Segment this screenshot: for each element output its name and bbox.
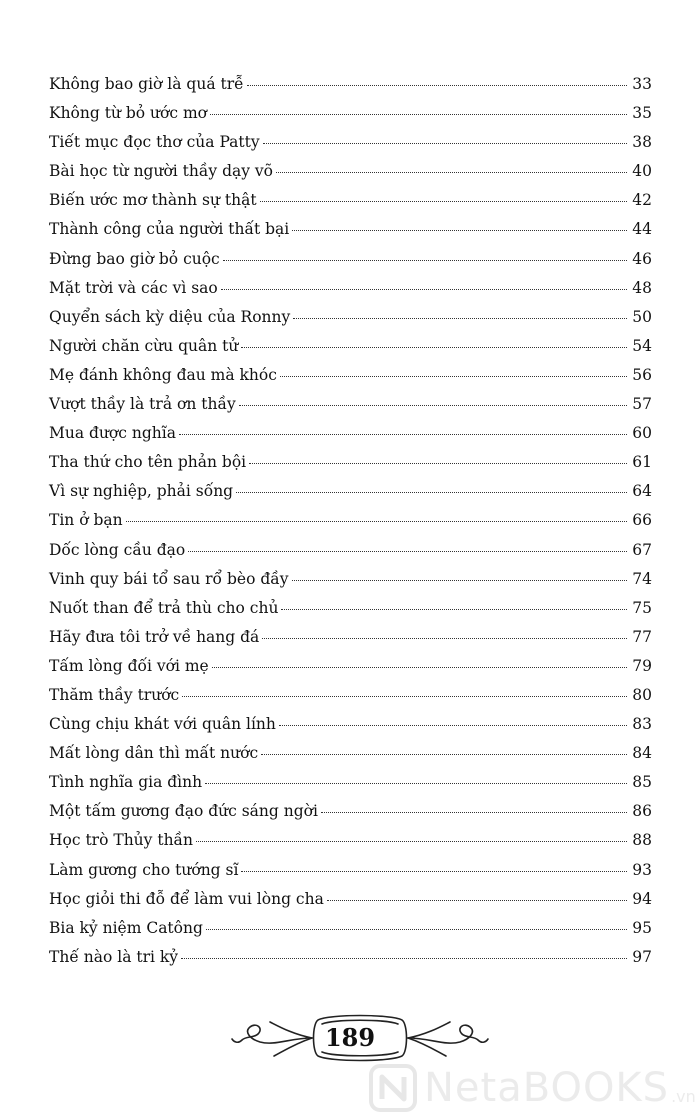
toc-entry-title: Biến ước mơ thành sự thật (49, 191, 257, 210)
toc-entry (49, 681, 652, 710)
dot-leader (221, 289, 627, 290)
dot-leader (281, 609, 627, 610)
dot-leader (236, 492, 627, 493)
dot-leader (280, 376, 627, 377)
dot-leader (276, 172, 627, 173)
toc-entry (49, 885, 652, 914)
dot-leader (321, 812, 627, 813)
dot-leader (279, 725, 627, 726)
watermark (368, 1060, 698, 1116)
toc-entry (49, 623, 652, 652)
dot-leader (292, 580, 627, 581)
toc-entry-page: 67 (632, 540, 652, 559)
dot-leader (263, 143, 627, 144)
toc-entry-title: Một tấm gương đạo đức sáng ngời (49, 802, 318, 821)
toc-entry-page: 60 (632, 424, 652, 443)
toc-entry-title: Mất lòng dân thì mất nước (49, 744, 259, 763)
toc-entry-page: 97 (632, 947, 652, 966)
toc-entry-page: 56 (632, 365, 652, 384)
toc-entry-title: Vinh quy bái tổ sau rổ bèo đầy (49, 569, 289, 588)
toc-entry-page: 66 (632, 511, 652, 530)
toc-entry-page: 42 (632, 191, 652, 210)
toc-entry-title: Vì sự nghiệp, phải sống (49, 482, 234, 501)
dot-leader (182, 696, 627, 697)
toc-entry-title: Vượt thầy là trả ơn thầy (49, 395, 236, 414)
toc-entry-title: Tình nghĩa gia đình (49, 773, 203, 792)
toc-entry (49, 245, 652, 274)
toc-entry-title: Quyển sách kỳ diệu của Ronny (49, 307, 291, 326)
toc-entry-title: Mua được nghĩa (49, 424, 176, 443)
dot-leader (241, 347, 627, 348)
toc-entry-page: 95 (632, 918, 652, 937)
dot-leader (188, 551, 627, 552)
dot-leader (223, 260, 627, 261)
toc-entry-page: 86 (632, 802, 652, 821)
toc-entry (49, 390, 652, 419)
toc-entry-title: Tiết mục đọc thơ của Patty (49, 133, 260, 152)
toc-entry-title: Bài học từ người thầy dạy võ (49, 162, 274, 181)
toc-entry-title: Người chăn cừu quân tử (49, 336, 239, 355)
toc-entry-page: 33 (632, 75, 652, 93)
toc-entry (49, 215, 652, 244)
dot-leader (260, 201, 627, 202)
dot-leader (293, 318, 627, 319)
dot-leader (181, 958, 627, 959)
watermark-suffix: .vn (671, 1087, 696, 1106)
watermark-brand: NetaBOOKS (424, 1065, 670, 1111)
toc-entry-title: Dốc lòng cầu đạo (49, 540, 186, 559)
toc-entry-page: 80 (632, 685, 652, 704)
toc-entry-page: 74 (632, 569, 652, 588)
toc-entry (49, 536, 652, 565)
toc-entry-title: Thành công của người thất bại (49, 220, 290, 239)
toc-entry-title: Nuốt than để trả thù cho chủ (49, 598, 279, 617)
toc-entry-page: 44 (632, 220, 652, 239)
toc-entry (49, 826, 652, 855)
toc-entry-title: Tấm lòng đối với mẹ (49, 656, 209, 675)
toc-entry-title: Mẹ đánh không đau mà khóc (49, 365, 277, 384)
toc-entry (49, 477, 652, 506)
toc-entry (49, 506, 652, 535)
toc-entry-page: 54 (632, 336, 652, 355)
toc-entry (49, 70, 652, 99)
toc-entry-title: Tin ở bạn (49, 511, 123, 530)
toc-entry-page: 50 (632, 307, 652, 326)
toc-entry-title: Mặt trời và các vì sao (49, 278, 218, 297)
toc-entry-title: Thế nào là tri kỷ (49, 947, 179, 966)
toc-entry-page: 57 (632, 395, 652, 414)
toc-entry-page: 77 (632, 627, 652, 646)
toc-entry-page: 61 (632, 453, 652, 472)
toc-entry (49, 186, 652, 215)
toc-entry-title: Bia kỷ niệm Catông (49, 918, 203, 937)
toc-entry (49, 797, 652, 826)
toc-entry (49, 768, 652, 797)
dot-leader (206, 929, 627, 930)
dot-leader (212, 667, 627, 668)
toc-entry-title: Đừng bao giờ bỏ cuộc (49, 249, 220, 268)
toc-entry-page: 79 (632, 656, 652, 675)
dot-leader (292, 230, 627, 231)
toc-entry-page: 40 (632, 162, 652, 181)
netabooks-logo-icon (368, 1063, 418, 1113)
toc-entry (49, 332, 652, 361)
dot-leader (179, 434, 627, 435)
toc-entry-title: Hãy đưa tôi trở về hang đá (49, 627, 260, 646)
toc-entry (49, 448, 652, 477)
toc-entry-title: Không từ bỏ ước mơ (49, 104, 207, 123)
toc-entry-page: 84 (632, 744, 652, 763)
toc-entry-title: Học giỏi thi đỗ để làm vui lòng cha (49, 889, 324, 908)
toc-entry-page: 83 (632, 715, 652, 734)
toc-entry (49, 856, 652, 885)
toc-entry (49, 943, 652, 972)
toc-entry-page: 88 (632, 831, 652, 850)
table-of-contents (49, 70, 652, 972)
toc-entry (49, 157, 652, 186)
dot-leader (241, 871, 627, 872)
toc-entry (49, 361, 652, 390)
toc-entry-title: Không bao giờ là quá trễ (49, 75, 244, 93)
toc-entry (49, 303, 652, 332)
dot-leader (210, 114, 627, 115)
dot-leader (249, 463, 627, 464)
toc-entry (49, 594, 652, 623)
toc-entry-page: 94 (632, 889, 652, 908)
dot-leader (205, 783, 627, 784)
dot-leader (261, 754, 627, 755)
dot-leader (247, 85, 627, 86)
dot-leader (126, 521, 627, 522)
toc-entry-page: 64 (632, 482, 652, 501)
toc-entry (49, 914, 652, 943)
toc-entry (49, 99, 652, 128)
toc-entry (49, 128, 652, 157)
toc-entry-page: 93 (632, 860, 652, 879)
dot-leader (262, 638, 627, 639)
dot-leader (327, 900, 627, 901)
toc-entry (49, 419, 652, 448)
toc-entry-title: Tha thứ cho tên phản bội (49, 453, 247, 472)
toc-entry-title: Làm gương cho tướng sĩ (49, 860, 239, 879)
toc-entry (49, 274, 652, 303)
dot-leader (196, 841, 627, 842)
page-number: 189 (324, 1023, 376, 1052)
dot-leader (239, 405, 627, 406)
toc-entry (49, 565, 652, 594)
toc-entry-page: 48 (632, 278, 652, 297)
toc-entry-page: 35 (632, 104, 652, 123)
toc-entry-title: Cùng chịu khát với quân lính (49, 715, 276, 734)
toc-entry-page: 85 (632, 773, 652, 792)
toc-entry-page: 75 (632, 598, 652, 617)
toc-entry-title: Học trò Thủy thần (49, 831, 194, 850)
toc-entry-page: 46 (632, 249, 652, 268)
toc-entry-title: Thăm thầy trước (49, 685, 180, 704)
toc-entry (49, 710, 652, 739)
toc-entry (49, 652, 652, 681)
toc-entry (49, 739, 652, 768)
toc-entry-page: 38 (632, 133, 652, 152)
